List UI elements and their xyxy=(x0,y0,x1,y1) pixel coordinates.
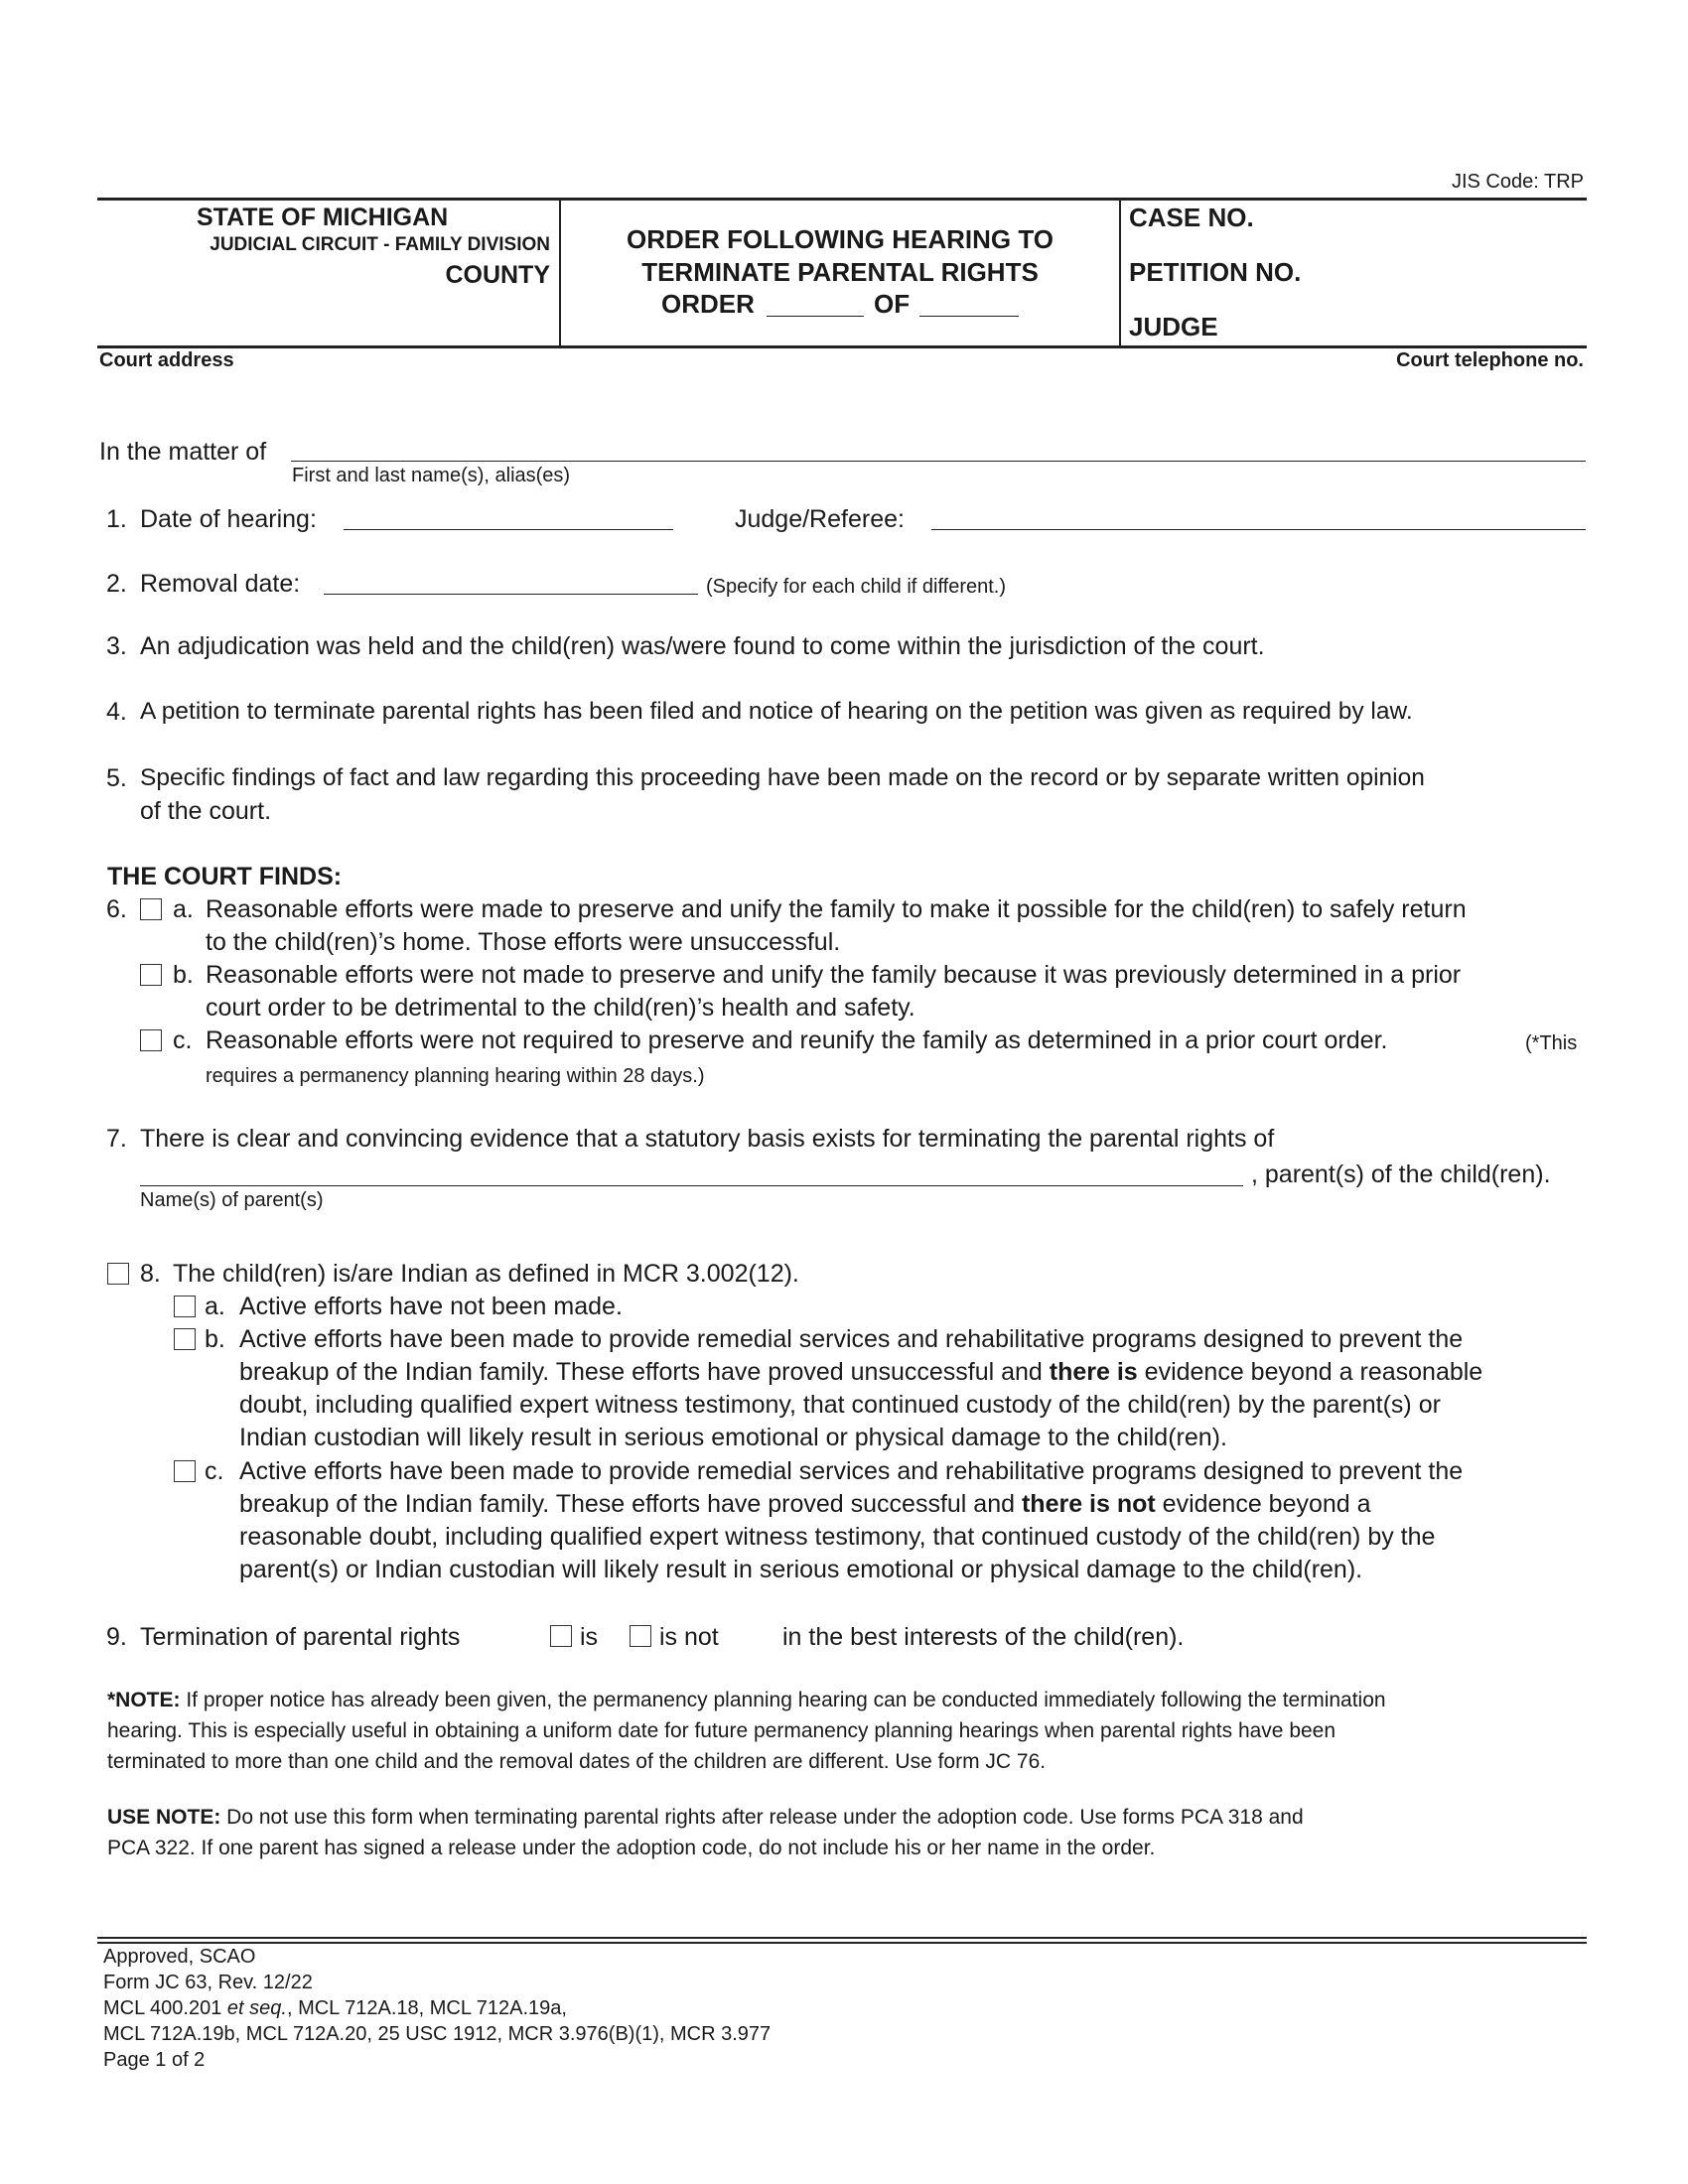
order-number-field[interactable] xyxy=(767,316,864,317)
judge-label: JUDGE xyxy=(1129,312,1218,341)
item9-label: Termination of parental rights xyxy=(140,1623,461,1651)
header-top-rule xyxy=(97,198,1587,201)
is-not-checkbox[interactable] xyxy=(630,1625,651,1647)
item8-number: 8. xyxy=(140,1260,161,1288)
item6c-note2: requires a permanency planning hearing within 28 days.) xyxy=(206,1065,705,1087)
use-note-heading: USE NOTE: xyxy=(107,1806,221,1829)
item8b-line1: Active efforts have been made to provide remedial services and rehabilitative programs designed to prevent the xyxy=(239,1325,1464,1353)
jis-code: JIS Code: TRP xyxy=(1451,171,1584,193)
footer-rule-1 xyxy=(97,1937,1587,1939)
item2-number: 2. xyxy=(106,570,127,598)
item6a-label: a. xyxy=(173,895,194,923)
item8c-label: c. xyxy=(205,1457,224,1485)
case-no-label: CASE NO. xyxy=(1129,203,1254,232)
item6a-line1: Reasonable efforts were made to preserve and unify the family to make it possible for the child(ren) to safely return xyxy=(206,895,1467,923)
item8a-checkbox[interactable] xyxy=(174,1296,196,1317)
item6b-label: b. xyxy=(173,961,194,989)
item6c-label: c. xyxy=(173,1026,193,1054)
item8c-line4: parent(s) or Indian custodian will likely result in serious emotional or physical damage to the child(ren). xyxy=(239,1556,1363,1583)
note-paragraph xyxy=(107,1685,1386,1777)
item8b-checkbox[interactable] xyxy=(174,1328,196,1350)
mcl-line-1: MCL 400.201 et seq., MCL 712A.18, MCL 712A.19a, xyxy=(103,1997,567,2019)
use-note-line-1 xyxy=(107,1802,1304,1833)
matter-label: In the matter of xyxy=(99,438,267,466)
removal-date-field[interactable] xyxy=(324,594,698,595)
item4-number: 4. xyxy=(106,698,127,726)
item8c-line3: reasonable doubt, including qualified expert witness testimony, that continued custody of the child(ren) by the xyxy=(239,1523,1436,1551)
hearing-date-field[interactable] xyxy=(344,529,673,530)
use-note-line1-text: Do not use this form when terminating parental rights after release under the adoption code. Use forms PCA 318 and xyxy=(220,1806,1304,1829)
matter-name-field[interactable] xyxy=(291,461,1586,462)
note-line-2: hearing. This is especially useful in obtaining a uniform date for future permanency planning hearings when parental rights have been xyxy=(107,1719,1336,1742)
item9-number: 9. xyxy=(106,1623,127,1651)
item8c-line2-pre: breakup of the Indian family. These efforts have proved successful and xyxy=(239,1490,1022,1518)
item8a-text: Active efforts have not been made. xyxy=(239,1293,623,1320)
removal-date-note: (Specify for each child if different.) xyxy=(706,576,1006,598)
item8b-line2-post: evidence beyond a reasonable xyxy=(1137,1358,1483,1386)
item4-text: A petition to terminate parental rights has been filed and notice of hearing on the petition was given as required by law. xyxy=(140,698,1413,725)
item7-number: 7. xyxy=(106,1125,127,1153)
item5-number: 5. xyxy=(106,764,127,792)
item6b-line2: court order to be detrimental to the child(ren)’s health and safety. xyxy=(206,994,915,1022)
item8c-line2-post: evidence beyond a xyxy=(1155,1490,1371,1518)
title-line-2: TERMINATE PARENTAL RIGHTS xyxy=(641,257,1039,287)
item7-suffix: , parent(s) of the child(ren). xyxy=(1251,1160,1551,1188)
county-label: COUNTY xyxy=(445,261,550,289)
parent-names-caption: Name(s) of parent(s) xyxy=(140,1189,324,1211)
item5-line2: of the court. xyxy=(140,797,272,825)
judge-referee-label: Judge/Referee: xyxy=(735,505,905,533)
note-line-3: terminated to more than one child and the removal dates of the children are different. Use form JC 76. xyxy=(107,1750,1047,1773)
use-note-paragraph xyxy=(107,1802,1304,1863)
approved-scao: Approved, SCAO xyxy=(103,1946,256,1968)
judge-referee-field[interactable] xyxy=(931,529,1586,530)
item6c-line1: Reasonable efforts were not required to preserve and reunify the family as determined in a prior court order. xyxy=(206,1026,1388,1054)
item8c-line2 xyxy=(239,1487,1371,1521)
item8-text: The child(ren) is/are Indian as defined in MCR 3.002(12). xyxy=(173,1260,799,1288)
item6b-checkbox[interactable] xyxy=(140,964,162,986)
note-line-1 xyxy=(107,1685,1386,1715)
item8b-line4: Indian custodian will likely result in serious emotional or physical damage to the child(ren). xyxy=(239,1424,1227,1451)
item8b-line2 xyxy=(239,1355,1482,1389)
item8c-there-is-not: there is not xyxy=(1021,1490,1156,1518)
item8a-label: a. xyxy=(205,1293,225,1320)
item6b-line1: Reasonable efforts were not made to preserve and unify the family because it was previously determined in a prior xyxy=(206,961,1462,989)
is-label: is xyxy=(580,1623,599,1651)
circuit-label: JUDICIAL CIRCUIT - FAMILY DIVISION xyxy=(210,234,550,255)
hearing-date-label: Date of hearing: xyxy=(140,505,317,533)
footer-block xyxy=(103,1944,771,2073)
item3-number: 3. xyxy=(106,632,127,660)
item6-number: 6. xyxy=(106,895,127,923)
item8b-line2-pre: breakup of the Indian family. These efforts have proved unsuccessful and xyxy=(239,1358,1050,1386)
item6c-note1: (*This xyxy=(1525,1032,1578,1054)
item6a-line2: to the child(ren)’s home. Those efforts were unsuccessful. xyxy=(206,928,841,956)
title-line-1: ORDER FOLLOWING HEARING TO xyxy=(627,224,1054,254)
is-checkbox[interactable] xyxy=(550,1625,572,1647)
of-label: OF xyxy=(874,289,911,319)
matter-caption: First and last name(s), alias(es) xyxy=(292,465,571,486)
order-label: ORDER xyxy=(661,289,755,319)
item6a-checkbox[interactable] xyxy=(140,898,162,920)
is-not-label: is not xyxy=(659,1623,719,1651)
court-address-label: Court address xyxy=(99,349,234,371)
removal-date-label: Removal date: xyxy=(140,570,301,598)
order-of-field[interactable] xyxy=(919,316,1019,317)
mcl-line-2: MCL 712A.19b, MCL 712A.20, 25 USC 1912, MCR 3.976(B)(1), MCR 3.977 xyxy=(103,2023,772,2045)
item5-line1: Specific findings of fact and law regarding this proceeding have been made on the record or by separate written opinion xyxy=(140,764,1425,791)
header-divider-2 xyxy=(1119,199,1121,345)
parent-names-field[interactable] xyxy=(140,1185,1243,1186)
item8-checkbox[interactable] xyxy=(107,1263,129,1285)
item8b-line3: doubt, including qualified expert witness testimony, that continued custody of the child(ren) by the parent(s) or xyxy=(239,1391,1441,1419)
item8b-label: b. xyxy=(205,1325,225,1353)
item9-suffix: in the best interests of the child(ren). xyxy=(782,1623,1185,1651)
form-number: Form JC 63, Rev. 12/22 xyxy=(103,1972,313,1993)
petition-no-label: PETITION NO. xyxy=(1129,257,1302,287)
item8c-checkbox[interactable] xyxy=(174,1460,196,1482)
use-note-line-2: PCA 322. If one parent has signed a release under the adoption code, do not include his or her name in the order. xyxy=(107,1837,1156,1859)
court-finds-heading: THE COURT FINDS: xyxy=(107,863,343,890)
item6c-checkbox[interactable] xyxy=(140,1029,162,1051)
item7-text: There is clear and convincing evidence that a statutory basis exists for terminating the parental rights of xyxy=(140,1125,1275,1153)
court-telephone-label: Court telephone no. xyxy=(1396,349,1584,371)
item1-number: 1. xyxy=(106,505,127,533)
item3-text: An adjudication was held and the child(ren) was/were found to come within the jurisdiction of the court. xyxy=(140,632,1265,660)
note-line1-text: If proper notice has already been given, the permanency planning hearing can be conducted immediately following the termination xyxy=(180,1689,1386,1711)
item8b-there-is: there is xyxy=(1049,1358,1138,1386)
note-heading: *NOTE: xyxy=(107,1689,181,1711)
state-name: STATE OF MICHIGAN xyxy=(197,204,449,231)
form-title xyxy=(561,223,1119,289)
item8c-line1: Active efforts have been made to provide remedial services and rehabilitative programs designed to prevent the xyxy=(239,1457,1464,1485)
page-number: Page 1 of 2 xyxy=(103,2049,206,2071)
header-bottom-rule xyxy=(97,345,1587,348)
